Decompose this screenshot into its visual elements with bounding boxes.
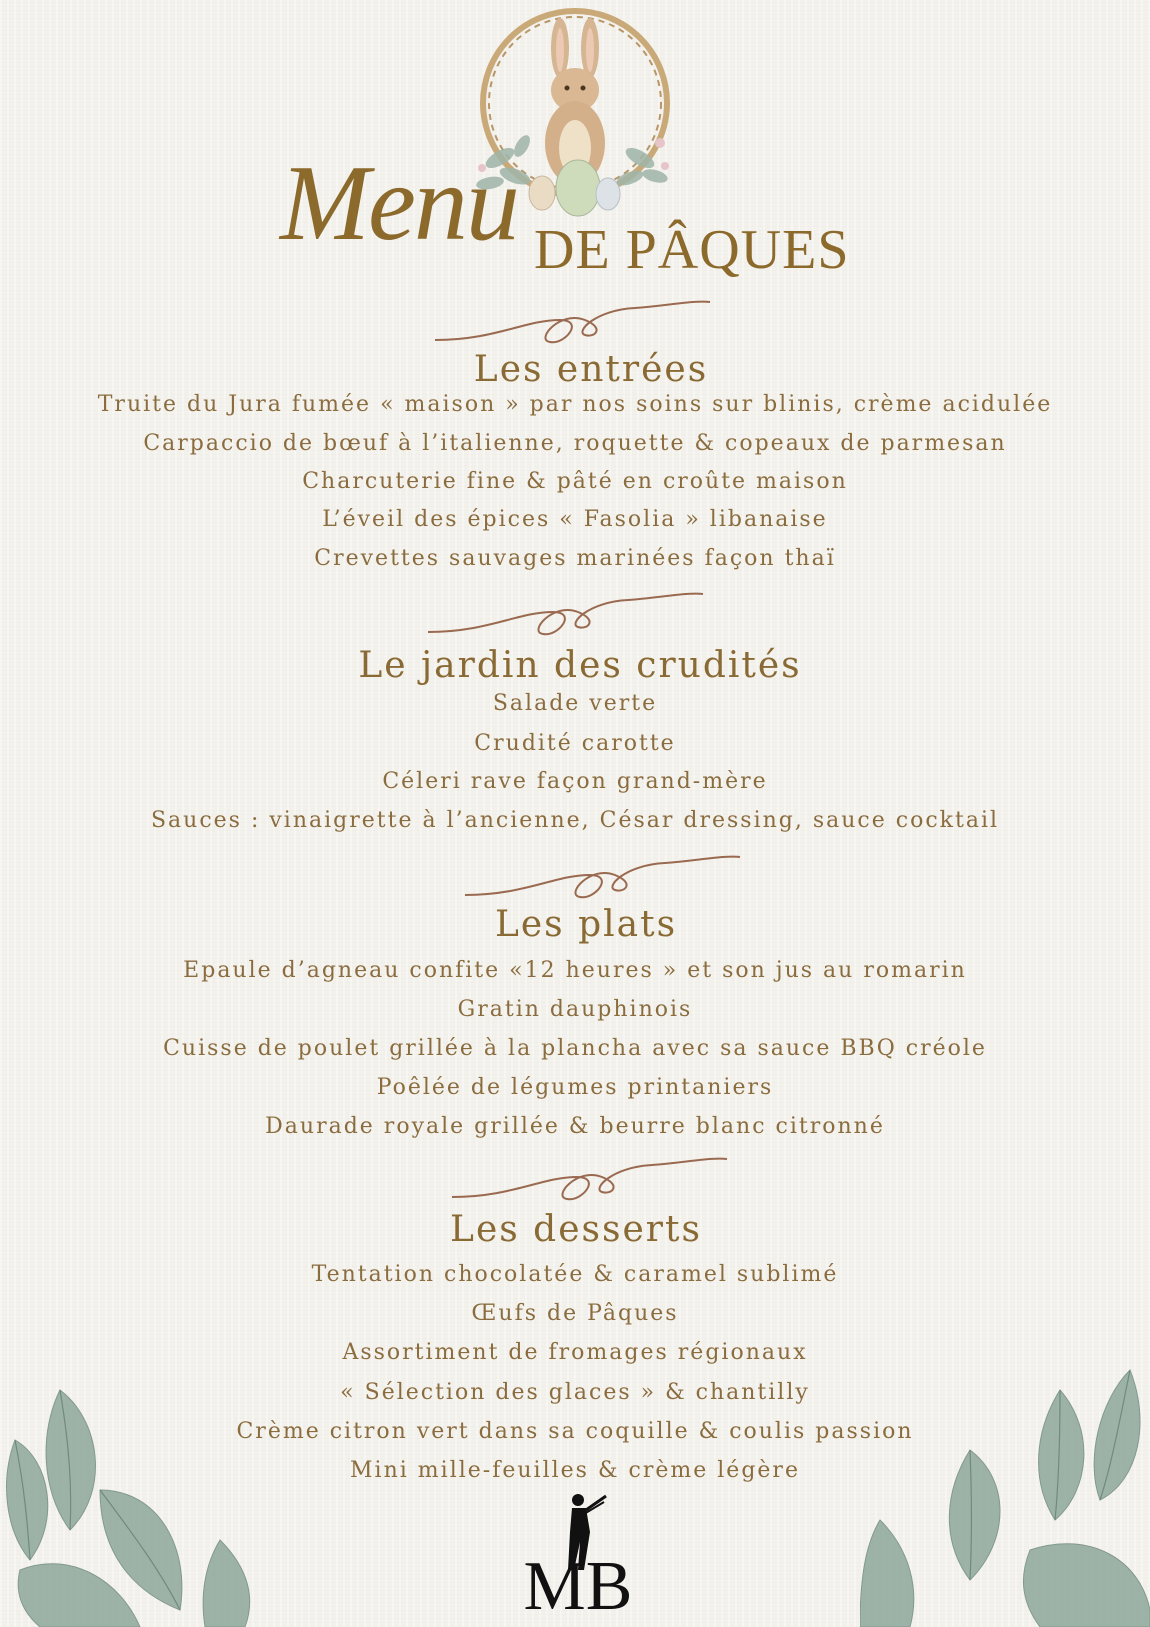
section-title-crudites: Le jardin des crudités bbox=[358, 645, 802, 686]
menu-item: Crevettes sauvages marinées façon thaï bbox=[314, 546, 836, 571]
menu-item: Sauces : vinaigrette à l’ancienne, César dressing, sauce cocktail bbox=[150, 808, 1000, 833]
menu-item: L’éveil des épices « Fasolia » libanaise bbox=[322, 507, 828, 532]
mb-logo bbox=[508, 1492, 648, 1625]
menu-item: Mini mille-feuilles & crème légère bbox=[350, 1458, 800, 1483]
section-title-desserts: Les desserts bbox=[450, 1209, 702, 1250]
eucalyptus-leaves-icon bbox=[860, 1360, 1150, 1627]
menu-item: Carpaccio de bœuf à l’italienne, roquette & copeaux de parmesan bbox=[143, 431, 1007, 456]
section-title-plats: Les plats bbox=[494, 904, 678, 945]
menu-item: Gratin dauphinois bbox=[457, 997, 693, 1022]
menu-item: Epaule d’agneau confite «12 heures » et son jus au romarin bbox=[183, 958, 967, 983]
menu-item: Daurade royale grillée & beurre blanc citronné bbox=[265, 1114, 885, 1139]
menu-item: Crudité carotte bbox=[474, 731, 676, 756]
section-title-entrees: Les entrées bbox=[473, 349, 709, 390]
menu-item: Salade verte bbox=[492, 691, 658, 716]
menu-script-title: Menu bbox=[280, 144, 518, 263]
swirl-divider-icon bbox=[452, 1157, 732, 1207]
menu-item: Céleri rave façon grand-mère bbox=[382, 769, 768, 794]
menu-item: Charcuterie fine & pâté en croûte maison bbox=[302, 469, 848, 494]
eucalyptus-leaves-icon bbox=[0, 1380, 290, 1627]
swirl-divider-icon bbox=[435, 300, 715, 350]
menu-item: « Sélection des glaces » & chantilly bbox=[340, 1380, 810, 1405]
menu-item: Crème citron vert dans sa coquille & coulis passion bbox=[236, 1419, 914, 1444]
swirl-divider-icon bbox=[428, 592, 708, 642]
menu-item: Cuisse de poulet grillée à la plancha avec sa sauce BBQ créole bbox=[163, 1036, 987, 1061]
menu-item: Poêlée de légumes printaniers bbox=[376, 1075, 774, 1100]
menu-caps-title: DE PÂQUES bbox=[534, 219, 850, 281]
menu-item: Truite du Jura fumée « maison » par nos soins sur blinis, crème acidulée bbox=[97, 392, 1053, 417]
logo-text: MB bbox=[523, 1548, 633, 1625]
menu-item: Œufs de Pâques bbox=[471, 1301, 679, 1326]
menu-item: Assortiment de fromages régionaux bbox=[342, 1340, 808, 1365]
swirl-divider-icon bbox=[465, 855, 745, 905]
menu-item: Tentation chocolatée & caramel sublimé bbox=[311, 1262, 839, 1287]
